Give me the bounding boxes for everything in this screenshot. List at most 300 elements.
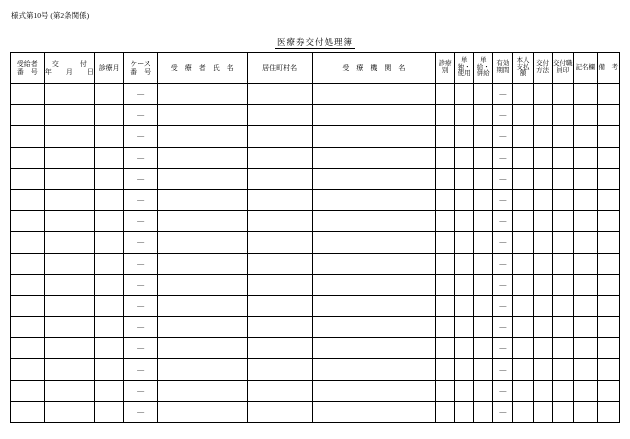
cell-treatment-month[interactable] bbox=[95, 295, 124, 316]
cell-treatment-type[interactable] bbox=[436, 253, 455, 274]
cell-issue-date[interactable] bbox=[44, 84, 94, 105]
cell-treatment-type[interactable] bbox=[436, 401, 455, 422]
cell-joint-supply[interactable] bbox=[474, 401, 493, 422]
cell-recipient-number[interactable] bbox=[11, 105, 45, 126]
cell-single-use[interactable] bbox=[455, 84, 474, 105]
cell-patient-name[interactable] bbox=[157, 168, 247, 189]
header-patient-name bbox=[157, 53, 247, 84]
table-row bbox=[11, 84, 620, 105]
cell-issue-date[interactable] bbox=[44, 380, 94, 401]
cell-recipient-number[interactable] bbox=[11, 274, 45, 295]
cell-issue-date-seal[interactable] bbox=[552, 253, 573, 274]
cell-recipient-number[interactable] bbox=[11, 253, 45, 274]
cell-patient-name[interactable] bbox=[157, 232, 247, 253]
cell-issue-date-seal[interactable] bbox=[552, 338, 573, 359]
header-single-use-label: 単独・使用 bbox=[457, 56, 471, 78]
cell-joint-supply[interactable] bbox=[474, 253, 493, 274]
cell-self-payment[interactable] bbox=[513, 147, 533, 168]
cell-remarks[interactable] bbox=[597, 401, 620, 422]
cell-issue-method[interactable] bbox=[533, 189, 552, 210]
cell-issue-method[interactable] bbox=[533, 126, 552, 147]
cell-residence-city[interactable] bbox=[247, 232, 312, 253]
cell-single-use[interactable] bbox=[455, 274, 474, 295]
cell-signature-column[interactable] bbox=[573, 211, 597, 232]
cell-treatment-type[interactable] bbox=[436, 338, 455, 359]
cell-recipient-number[interactable] bbox=[11, 232, 45, 253]
header-validity-period-label: 有効期間 bbox=[496, 60, 510, 74]
header-issue-date-seal bbox=[552, 53, 573, 84]
cell-issue-method[interactable] bbox=[533, 274, 552, 295]
cell-patient-name[interactable] bbox=[157, 147, 247, 168]
cell-treatment-month[interactable] bbox=[95, 359, 124, 380]
cell-issue-method[interactable] bbox=[533, 84, 552, 105]
cell-issue-date-seal[interactable] bbox=[552, 401, 573, 422]
cell-single-use[interactable] bbox=[455, 380, 474, 401]
cell-medical-institution[interactable] bbox=[312, 211, 435, 232]
cell-residence-city[interactable] bbox=[247, 105, 312, 126]
cell-recipient-number[interactable] bbox=[11, 147, 45, 168]
form-number: 様式第10号 (第2条関係) bbox=[11, 11, 90, 20]
cell-medical-institution[interactable] bbox=[312, 168, 435, 189]
cell-remarks[interactable] bbox=[597, 189, 620, 210]
cell-remarks[interactable] bbox=[597, 338, 620, 359]
cell-treatment-month[interactable] bbox=[95, 232, 124, 253]
cell-issue-date[interactable] bbox=[44, 359, 94, 380]
cell-joint-supply[interactable] bbox=[474, 317, 493, 338]
cell-signature-column[interactable] bbox=[573, 401, 597, 422]
table-row bbox=[11, 380, 620, 401]
cell-validity-period[interactable]: ― bbox=[493, 380, 513, 401]
cell-case-number[interactable]: ― bbox=[124, 380, 158, 401]
cell-validity-period[interactable]: ― bbox=[493, 359, 513, 380]
cell-signature-column[interactable] bbox=[573, 126, 597, 147]
cell-case-number[interactable]: ― bbox=[124, 126, 158, 147]
cell-treatment-type[interactable] bbox=[436, 211, 455, 232]
table-row bbox=[11, 359, 620, 380]
cell-patient-name[interactable] bbox=[157, 105, 247, 126]
cell-signature-column[interactable] bbox=[573, 274, 597, 295]
table-row bbox=[11, 232, 620, 253]
header-issue-date-line2: 年 月 日 bbox=[44, 68, 94, 76]
cell-residence-city[interactable] bbox=[247, 168, 312, 189]
cell-issue-method[interactable] bbox=[533, 105, 552, 126]
cell-remarks[interactable] bbox=[597, 295, 620, 316]
cell-treatment-type[interactable] bbox=[436, 317, 455, 338]
cell-issue-date-seal[interactable] bbox=[552, 168, 573, 189]
cell-issue-date-seal[interactable] bbox=[552, 232, 573, 253]
cell-case-number[interactable]: ― bbox=[124, 147, 158, 168]
table-row bbox=[11, 253, 620, 274]
cell-treatment-month[interactable] bbox=[95, 338, 124, 359]
page-title-text: 医療券交付処理簿 bbox=[276, 37, 353, 47]
cell-issue-method[interactable] bbox=[533, 168, 552, 189]
cell-medical-institution[interactable] bbox=[312, 274, 435, 295]
cell-treatment-month[interactable] bbox=[95, 105, 124, 126]
cell-remarks[interactable] bbox=[597, 253, 620, 274]
header-issue-date-line1: 交 付 bbox=[51, 59, 87, 68]
cell-joint-supply[interactable] bbox=[474, 359, 493, 380]
header-medical-institution bbox=[312, 53, 435, 84]
cell-residence-city[interactable] bbox=[247, 84, 312, 105]
cell-validity-period[interactable]: ― bbox=[493, 232, 513, 253]
cell-issue-date-seal[interactable] bbox=[552, 147, 573, 168]
cell-treatment-month[interactable] bbox=[95, 84, 124, 105]
cell-case-number[interactable]: ― bbox=[124, 317, 158, 338]
table-body bbox=[11, 84, 620, 423]
cell-issue-date[interactable] bbox=[44, 232, 94, 253]
cell-treatment-month[interactable] bbox=[95, 274, 124, 295]
cell-joint-supply[interactable] bbox=[474, 295, 493, 316]
cell-patient-name[interactable] bbox=[157, 380, 247, 401]
header-validity-period bbox=[493, 53, 513, 84]
cell-issue-date-seal[interactable] bbox=[552, 126, 573, 147]
header-self-payment bbox=[513, 53, 533, 84]
cell-medical-institution[interactable] bbox=[312, 380, 435, 401]
cell-single-use[interactable] bbox=[455, 401, 474, 422]
header-case-number bbox=[124, 53, 158, 84]
cell-treatment-type[interactable] bbox=[436, 105, 455, 126]
cell-single-use[interactable] bbox=[455, 232, 474, 253]
table-row bbox=[11, 105, 620, 126]
cell-validity-period[interactable]: ― bbox=[493, 317, 513, 338]
cell-validity-period[interactable]: ― bbox=[493, 168, 513, 189]
cell-issue-date-seal[interactable] bbox=[552, 84, 573, 105]
cell-issue-date[interactable] bbox=[44, 105, 94, 126]
header-residence-city-label: 居住町村名 bbox=[262, 63, 298, 72]
cell-issue-method[interactable] bbox=[533, 211, 552, 232]
cell-validity-period[interactable]: ― bbox=[493, 253, 513, 274]
cell-joint-supply[interactable] bbox=[474, 189, 493, 210]
cell-treatment-type[interactable] bbox=[436, 84, 455, 105]
cell-remarks[interactable] bbox=[597, 168, 620, 189]
cell-issue-date[interactable] bbox=[44, 126, 94, 147]
cell-single-use[interactable] bbox=[455, 105, 474, 126]
cell-signature-column[interactable] bbox=[573, 380, 597, 401]
cell-case-number[interactable]: ― bbox=[124, 338, 158, 359]
cell-self-payment[interactable] bbox=[513, 253, 533, 274]
cell-residence-city[interactable] bbox=[247, 274, 312, 295]
cell-residence-city[interactable] bbox=[247, 147, 312, 168]
cell-recipient-number[interactable] bbox=[11, 295, 45, 316]
header-signature-column-label: 記名欄 bbox=[575, 63, 595, 71]
cell-joint-supply[interactable] bbox=[474, 84, 493, 105]
cell-case-number[interactable]: ― bbox=[124, 211, 158, 232]
cell-case-number[interactable]: ― bbox=[124, 105, 158, 126]
cell-joint-supply[interactable] bbox=[474, 380, 493, 401]
cell-remarks[interactable] bbox=[597, 126, 620, 147]
cell-issue-date-seal[interactable] bbox=[552, 380, 573, 401]
header-remarks-label: 備 考 bbox=[598, 63, 618, 71]
cell-self-payment[interactable] bbox=[513, 189, 533, 210]
cell-issue-date[interactable] bbox=[44, 338, 94, 359]
cell-case-number[interactable]: ― bbox=[124, 253, 158, 274]
cell-issue-method[interactable] bbox=[533, 295, 552, 316]
cell-issue-date-seal[interactable] bbox=[552, 189, 573, 210]
cell-self-payment[interactable] bbox=[513, 317, 533, 338]
cell-joint-supply[interactable] bbox=[474, 147, 493, 168]
cell-self-payment[interactable] bbox=[513, 401, 533, 422]
cell-signature-column[interactable] bbox=[573, 338, 597, 359]
cell-case-number[interactable]: ― bbox=[124, 274, 158, 295]
cell-single-use[interactable] bbox=[455, 211, 474, 232]
header-issue-method bbox=[533, 53, 552, 84]
page-title bbox=[0, 36, 630, 48]
cell-issue-date-seal[interactable] bbox=[552, 211, 573, 232]
table-row bbox=[11, 168, 620, 189]
cell-issue-date[interactable] bbox=[44, 401, 94, 422]
cell-case-number[interactable]: ― bbox=[124, 232, 158, 253]
cell-medical-institution[interactable] bbox=[312, 84, 435, 105]
table-row bbox=[11, 338, 620, 359]
cell-joint-supply[interactable] bbox=[474, 232, 493, 253]
table-row bbox=[11, 401, 620, 422]
cell-validity-period[interactable]: ― bbox=[493, 84, 513, 105]
header-signature-column bbox=[573, 53, 597, 84]
cell-medical-institution[interactable] bbox=[312, 295, 435, 316]
cell-treatment-type[interactable] bbox=[436, 168, 455, 189]
cell-case-number[interactable]: ― bbox=[124, 84, 158, 105]
header-residence-city bbox=[247, 53, 312, 84]
cell-treatment-month[interactable] bbox=[95, 380, 124, 401]
cell-case-number[interactable]: ― bbox=[124, 359, 158, 380]
cell-remarks[interactable] bbox=[597, 105, 620, 126]
cell-issue-date[interactable] bbox=[44, 168, 94, 189]
ledger-table bbox=[10, 52, 620, 423]
cell-signature-column[interactable] bbox=[573, 359, 597, 380]
header-issue-method-label: 交付方法 bbox=[536, 60, 550, 74]
cell-treatment-month[interactable] bbox=[95, 317, 124, 338]
cell-case-number[interactable]: ― bbox=[124, 189, 158, 210]
header-joint-supply bbox=[474, 53, 493, 84]
cell-treatment-type[interactable] bbox=[436, 380, 455, 401]
cell-patient-name[interactable] bbox=[157, 338, 247, 359]
cell-issue-date-seal[interactable] bbox=[552, 317, 573, 338]
cell-issue-date[interactable] bbox=[44, 189, 94, 210]
header-issue-date-seal-label: 交付職員印 bbox=[553, 60, 573, 74]
cell-patient-name[interactable] bbox=[157, 359, 247, 380]
cell-treatment-type[interactable] bbox=[436, 126, 455, 147]
cell-patient-name[interactable] bbox=[157, 126, 247, 147]
cell-treatment-month[interactable] bbox=[95, 211, 124, 232]
cell-single-use[interactable] bbox=[455, 147, 474, 168]
cell-issue-date[interactable] bbox=[44, 295, 94, 316]
cell-signature-column[interactable] bbox=[573, 232, 597, 253]
cell-joint-supply[interactable] bbox=[474, 274, 493, 295]
cell-validity-period[interactable]: ― bbox=[493, 105, 513, 126]
cell-single-use[interactable] bbox=[455, 168, 474, 189]
cell-joint-supply[interactable] bbox=[474, 211, 493, 232]
cell-residence-city[interactable] bbox=[247, 338, 312, 359]
header-recipient-number-line2: 番 号 bbox=[16, 68, 38, 76]
cell-issue-date[interactable] bbox=[44, 274, 94, 295]
cell-residence-city[interactable] bbox=[247, 211, 312, 232]
cell-treatment-month[interactable] bbox=[95, 147, 124, 168]
table-row bbox=[11, 295, 620, 316]
cell-self-payment[interactable] bbox=[513, 232, 533, 253]
cell-treatment-type[interactable] bbox=[436, 274, 455, 295]
table-header bbox=[11, 53, 620, 84]
cell-remarks[interactable] bbox=[597, 147, 620, 168]
cell-patient-name[interactable] bbox=[157, 317, 247, 338]
cell-joint-supply[interactable] bbox=[474, 105, 493, 126]
header-self-payment-label: 本人支払額 bbox=[516, 56, 530, 78]
cell-case-number[interactable]: ― bbox=[124, 168, 158, 189]
cell-self-payment[interactable] bbox=[513, 338, 533, 359]
cell-patient-name[interactable] bbox=[157, 84, 247, 105]
cell-joint-supply[interactable] bbox=[474, 338, 493, 359]
cell-remarks[interactable] bbox=[597, 380, 620, 401]
cell-remarks[interactable] bbox=[597, 359, 620, 380]
cell-self-payment[interactable] bbox=[513, 274, 533, 295]
cell-medical-institution[interactable] bbox=[312, 126, 435, 147]
header-recipient-number-line1: 受給者 bbox=[16, 59, 38, 68]
cell-patient-name[interactable] bbox=[157, 253, 247, 274]
cell-issue-method[interactable] bbox=[533, 380, 552, 401]
cell-treatment-type[interactable] bbox=[436, 147, 455, 168]
cell-single-use[interactable] bbox=[455, 295, 474, 316]
cell-treatment-type[interactable] bbox=[436, 189, 455, 210]
cell-medical-institution[interactable] bbox=[312, 232, 435, 253]
cell-joint-supply[interactable] bbox=[474, 126, 493, 147]
cell-validity-period[interactable]: ― bbox=[493, 126, 513, 147]
cell-medical-institution[interactable] bbox=[312, 338, 435, 359]
cell-recipient-number[interactable] bbox=[11, 189, 45, 210]
cell-recipient-number[interactable] bbox=[11, 380, 45, 401]
cell-issue-date[interactable] bbox=[44, 147, 94, 168]
cell-single-use[interactable] bbox=[455, 189, 474, 210]
cell-patient-name[interactable] bbox=[157, 295, 247, 316]
cell-residence-city[interactable] bbox=[247, 295, 312, 316]
cell-recipient-number[interactable] bbox=[11, 359, 45, 380]
cell-issue-date[interactable] bbox=[44, 317, 94, 338]
cell-issue-method[interactable] bbox=[533, 253, 552, 274]
cell-signature-column[interactable] bbox=[573, 147, 597, 168]
header-medical-institution-label: 受 療 機 関 名 bbox=[342, 63, 406, 72]
cell-validity-period[interactable]: ― bbox=[493, 401, 513, 422]
cell-signature-column[interactable] bbox=[573, 317, 597, 338]
cell-recipient-number[interactable] bbox=[11, 338, 45, 359]
cell-validity-period[interactable]: ― bbox=[493, 189, 513, 210]
cell-signature-column[interactable] bbox=[573, 105, 597, 126]
cell-self-payment[interactable] bbox=[513, 168, 533, 189]
cell-issue-date-seal[interactable] bbox=[552, 295, 573, 316]
cell-residence-city[interactable] bbox=[247, 317, 312, 338]
cell-treatment-type[interactable] bbox=[436, 359, 455, 380]
cell-remarks[interactable] bbox=[597, 317, 620, 338]
cell-self-payment[interactable] bbox=[513, 359, 533, 380]
cell-medical-institution[interactable] bbox=[312, 317, 435, 338]
cell-signature-column[interactable] bbox=[573, 84, 597, 105]
cell-case-number[interactable]: ― bbox=[124, 401, 158, 422]
cell-case-number[interactable]: ― bbox=[124, 295, 158, 316]
cell-remarks[interactable] bbox=[597, 232, 620, 253]
cell-medical-institution[interactable] bbox=[312, 105, 435, 126]
cell-medical-institution[interactable] bbox=[312, 189, 435, 210]
cell-issue-method[interactable] bbox=[533, 232, 552, 253]
cell-patient-name[interactable] bbox=[157, 401, 247, 422]
cell-patient-name[interactable] bbox=[157, 189, 247, 210]
cell-treatment-type[interactable] bbox=[436, 232, 455, 253]
cell-recipient-number[interactable] bbox=[11, 317, 45, 338]
cell-recipient-number[interactable] bbox=[11, 401, 45, 422]
cell-treatment-month[interactable] bbox=[95, 168, 124, 189]
cell-remarks[interactable] bbox=[597, 211, 620, 232]
cell-patient-name[interactable] bbox=[157, 211, 247, 232]
cell-residence-city[interactable] bbox=[247, 380, 312, 401]
header-treatment-type bbox=[436, 53, 455, 84]
cell-issue-method[interactable] bbox=[533, 338, 552, 359]
cell-issue-method[interactable] bbox=[533, 359, 552, 380]
header-case-number-line1: ケース bbox=[130, 59, 151, 68]
cell-self-payment[interactable] bbox=[513, 84, 533, 105]
cell-issue-date[interactable] bbox=[44, 253, 94, 274]
cell-validity-period[interactable]: ― bbox=[493, 147, 513, 168]
cell-signature-column[interactable] bbox=[573, 295, 597, 316]
cell-self-payment[interactable] bbox=[513, 211, 533, 232]
cell-self-payment[interactable] bbox=[513, 295, 533, 316]
header-joint-supply-label: 単給・併給 bbox=[476, 56, 490, 78]
cell-validity-period[interactable]: ― bbox=[493, 211, 513, 232]
cell-signature-column[interactable] bbox=[573, 253, 597, 274]
cell-single-use[interactable] bbox=[455, 253, 474, 274]
cell-residence-city[interactable] bbox=[247, 189, 312, 210]
cell-self-payment[interactable] bbox=[513, 126, 533, 147]
cell-recipient-number[interactable] bbox=[11, 168, 45, 189]
cell-validity-period[interactable]: ― bbox=[493, 295, 513, 316]
cell-residence-city[interactable] bbox=[247, 253, 312, 274]
cell-remarks[interactable] bbox=[597, 274, 620, 295]
cell-single-use[interactable] bbox=[455, 359, 474, 380]
cell-residence-city[interactable] bbox=[247, 359, 312, 380]
cell-treatment-month[interactable] bbox=[95, 126, 124, 147]
cell-single-use[interactable] bbox=[455, 338, 474, 359]
cell-issue-date-seal[interactable] bbox=[552, 274, 573, 295]
cell-treatment-type[interactable] bbox=[436, 295, 455, 316]
cell-single-use[interactable] bbox=[455, 126, 474, 147]
cell-issue-method[interactable] bbox=[533, 401, 552, 422]
cell-signature-column[interactable] bbox=[573, 168, 597, 189]
cell-self-payment[interactable] bbox=[513, 380, 533, 401]
cell-treatment-month[interactable] bbox=[95, 189, 124, 210]
cell-patient-name[interactable] bbox=[157, 274, 247, 295]
cell-residence-city[interactable] bbox=[247, 126, 312, 147]
cell-validity-period[interactable]: ― bbox=[493, 274, 513, 295]
cell-issue-method[interactable] bbox=[533, 147, 552, 168]
cell-treatment-month[interactable] bbox=[95, 401, 124, 422]
cell-medical-institution[interactable] bbox=[312, 401, 435, 422]
header-treatment-month bbox=[95, 53, 124, 84]
cell-medical-institution[interactable] bbox=[312, 359, 435, 380]
cell-signature-column[interactable] bbox=[573, 189, 597, 210]
cell-recipient-number[interactable] bbox=[11, 84, 45, 105]
cell-remarks[interactable] bbox=[597, 84, 620, 105]
cell-residence-city[interactable] bbox=[247, 401, 312, 422]
cell-medical-institution[interactable] bbox=[312, 147, 435, 168]
cell-issue-date[interactable] bbox=[44, 211, 94, 232]
header-issue-date bbox=[44, 53, 94, 84]
cell-issue-method[interactable] bbox=[533, 317, 552, 338]
cell-medical-institution[interactable] bbox=[312, 253, 435, 274]
cell-single-use[interactable] bbox=[455, 317, 474, 338]
cell-issue-date-seal[interactable] bbox=[552, 359, 573, 380]
cell-issue-date-seal[interactable] bbox=[552, 105, 573, 126]
cell-recipient-number[interactable] bbox=[11, 126, 45, 147]
cell-validity-period[interactable]: ― bbox=[493, 338, 513, 359]
cell-joint-supply[interactable] bbox=[474, 168, 493, 189]
cell-recipient-number[interactable] bbox=[11, 211, 45, 232]
cell-treatment-month[interactable] bbox=[95, 253, 124, 274]
cell-self-payment[interactable] bbox=[513, 105, 533, 126]
